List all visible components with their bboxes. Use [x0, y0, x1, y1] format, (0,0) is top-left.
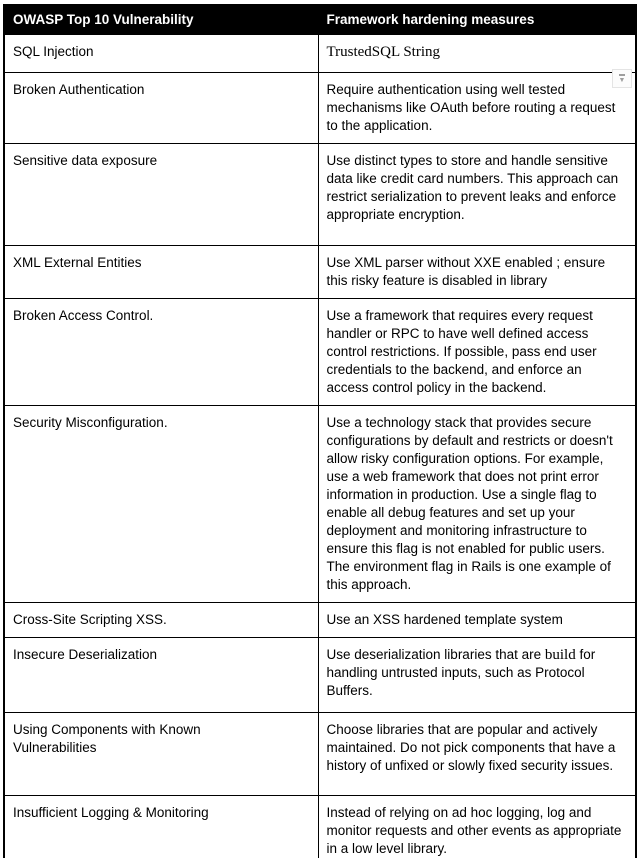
- measure-cell: [318, 603, 636, 638]
- owasp-hardening-table-wrap: [3, 4, 635, 858]
- table-row: [4, 35, 636, 73]
- header-row: [4, 5, 636, 35]
- vulnerability-cell: Insufficient Logging & Monitoring: [4, 796, 318, 858]
- table-row: [4, 638, 636, 713]
- measure-cell: [318, 406, 636, 603]
- vulnerability-cell: Using Components with Known Vulnerabilities: [4, 713, 318, 796]
- measure-text: Use distinct types to store and handle sensitive data like credit card numbers. This approach can restrict serialization to prevent leaks and enforce appropriate encryption.: [326, 153, 619, 222]
- table-body: [4, 35, 636, 858]
- vulnerability-cell: Broken Authentication: [4, 73, 318, 144]
- measure-text: for handling untrusted inputs, such as Protocol Buffers.: [326, 647, 596, 698]
- measure-text: Use a technology stack that provides secure configurations by default and restricts or doesn't allow risky configuration options. For example, use a web framework that does not print error information in production. Use a single flag to enable all debug features and set up your deployment and monitoring infrastructure to ensure this flag is not enabled for public users. The environment flag in Rails is one example of this approach.: [326, 415, 613, 592]
- table-row: [4, 713, 636, 796]
- measure-cell: [318, 796, 636, 858]
- vulnerability-cell: XML External Entities: [4, 246, 318, 299]
- table-row: [4, 299, 636, 406]
- dropdown-marker-glyph: ▼: [619, 74, 626, 84]
- measure-text: Require authentication using well tested mechanisms like OAuth before routing a request to the application.: [326, 82, 616, 133]
- table-row: [4, 796, 636, 858]
- measure-text: Use deserialization libraries that are: [326, 647, 545, 662]
- table-row: [4, 73, 636, 144]
- measure-text: Instead of relying on ad hoc logging, log and monitor requests and other events as appropriate in a low level library.: [326, 805, 622, 856]
- vulnerability-cell: SQL Injection: [4, 35, 318, 73]
- measure-text: Use a framework that requires every request handler or RPC to have well defined access control restrictions. If possible, pass end user credentials to the backend, and enforce an access control policy in the backend.: [326, 308, 597, 395]
- owasp-hardening-table: [3, 4, 637, 858]
- measure-text: Use XML parser without XXE enabled ; ensure this risky feature is disabled in library: [326, 255, 606, 288]
- measure-cell: [318, 299, 636, 406]
- header-vulnerability-column: OWASP Top 10 Vulnerability: [4, 5, 318, 35]
- header-measures-column: Framework hardening measures: [318, 5, 636, 35]
- measure-text: Use an XSS hardened template system: [326, 612, 563, 627]
- table-row: [4, 246, 636, 299]
- vulnerability-cell: Cross-Site Scripting XSS.: [4, 603, 318, 638]
- vulnerability-cell: Sensitive data exposure: [4, 144, 318, 246]
- table-row: [4, 603, 636, 638]
- measure-cell: [318, 713, 636, 796]
- measure-cell: [318, 73, 636, 144]
- dropdown-marker-icon[interactable]: [612, 69, 632, 88]
- measure-cell: [318, 638, 636, 713]
- measure-text: Choose libraries that are popular and actively maintained. Do not pick components that have a history of unfixed or slowly fixed security issues.: [326, 722, 616, 773]
- measure-cell: [318, 144, 636, 246]
- measure-text-serif: build: [544, 647, 576, 663]
- vulnerability-cell: Broken Access Control.: [4, 299, 318, 406]
- vulnerability-cell: Security Misconfiguration.: [4, 406, 318, 603]
- measure-cell: [318, 246, 636, 299]
- table-row: [4, 144, 636, 246]
- measure-cell: [318, 35, 636, 73]
- table-row: [4, 406, 636, 603]
- vulnerability-cell: Insecure Deserialization: [4, 638, 318, 713]
- measure-text-serif: TrustedSQL String: [326, 44, 440, 60]
